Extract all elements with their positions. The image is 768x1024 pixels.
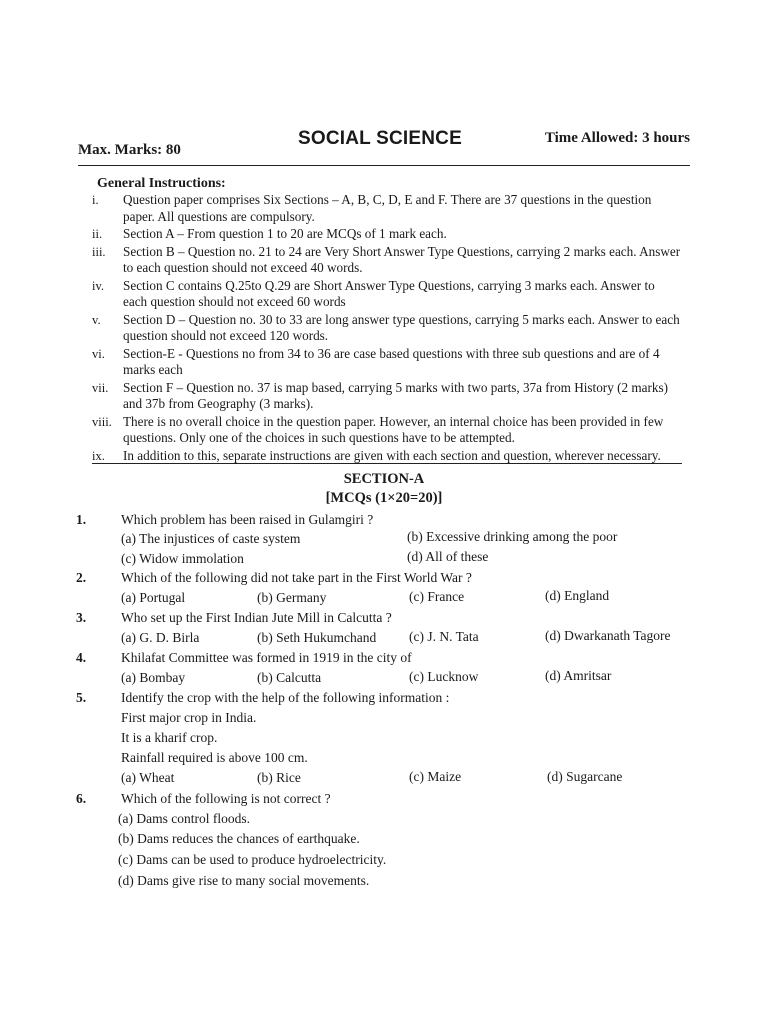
- max-marks: Max. Marks: 80: [78, 142, 181, 158]
- info-line: Rainfall required is above 100 cm.: [121, 750, 308, 765]
- instruction-text: In addition to this, separate instructions are given with each section and question, wherever necessary.: [123, 447, 661, 463]
- instruction-text: There is no overall choice in the question paper. However, an internal choice has been provided in few questions. Only one of the choices in such questions have to be attempted.: [123, 413, 664, 445]
- instruction-item: [92, 278, 682, 311]
- question-text: Which problem has been raised in Gulamgiri ?: [121, 512, 374, 527]
- general-instructions-list: [92, 192, 682, 465]
- option-c: (c) J. N. Tata: [409, 629, 479, 644]
- instruction-number: i.: [92, 193, 99, 207]
- instruction-item: [92, 244, 682, 277]
- instruction-number: vi.: [92, 346, 105, 361]
- header-divider: [78, 165, 690, 166]
- question-number: 3.: [76, 610, 87, 625]
- instruction-item: [92, 448, 682, 465]
- question-number: 6.: [76, 791, 87, 806]
- option-b: (b) Dams reduces the chances of earthquake.: [118, 831, 360, 846]
- option-d: (d) Sugarcane: [547, 769, 623, 784]
- option-b: (b) Germany: [257, 590, 327, 605]
- option-a: (a) The injustices of caste system: [121, 531, 301, 546]
- info-line: It is a kharif crop.: [121, 730, 218, 745]
- option-a: (a) Bombay: [121, 670, 186, 685]
- option-c: (c) Lucknow: [409, 669, 479, 684]
- subject-title: SOCIAL SCIENCE: [298, 128, 462, 149]
- question-text: Who set up the First Indian Jute Mill in Calcutta ?: [121, 610, 392, 625]
- instruction-text: Question paper comprises Six Sections – A, B, C, D, E and F. There are 37 questions in the question paper. All questions are compulsory.: [123, 192, 652, 224]
- instruction-item: [92, 312, 682, 345]
- option-c: (c) Dams can be used to produce hydroelectricity.: [118, 852, 387, 867]
- option-d: (d) Dwarkanath Tagore: [545, 628, 671, 643]
- instruction-text: Section F – Question no. 37 is map based, carrying 5 marks with two parts, 37a from History (2 marks) and 37b from Geography (3 marks).: [123, 379, 668, 411]
- option-b: (b) Calcutta: [257, 670, 322, 685]
- section-title: SECTION-A: [343, 471, 425, 487]
- instruction-text: Section-E - Questions no from 34 to 36 are case based questions with three sub questions and are of 4 marks each: [123, 345, 660, 377]
- option-a: (a) Portugal: [121, 590, 186, 605]
- question-text: Which of the following did not take part in the First World War ?: [121, 570, 472, 585]
- instruction-number: v.: [92, 312, 101, 327]
- option-b: (b) Excessive drinking among the poor: [407, 529, 618, 544]
- option-b: (b) Seth Hukumchand: [257, 630, 377, 645]
- option-c: (c) Widow immolation: [121, 551, 244, 566]
- time-allowed: Time Allowed: 3 hours: [544, 130, 690, 146]
- question-number: 1.: [76, 512, 87, 527]
- instruction-text: Section A – From question 1 to 20 are MCQs of 1 mark each.: [123, 226, 447, 241]
- instruction-number: ii.: [92, 227, 103, 241]
- option-c: (c) Maize: [409, 769, 462, 784]
- instruction-text: Section C contains Q.25to Q.29 are Short Answer Type Questions, carrying 3 marks each. Answer to each question should not exceed 60 words: [123, 277, 655, 309]
- instruction-item: [92, 414, 682, 447]
- option-b: (b) Rice: [257, 770, 301, 785]
- question-text: Khilafat Committee was formed in 1919 in the city of: [121, 650, 412, 665]
- instruction-text: Section D – Question no. 30 to 33 are long answer type questions, carrying 5 marks each. Answer to each question should not exceed 120 words.: [123, 311, 680, 343]
- option-d: (d) Dams give rise to many social movements.: [118, 873, 370, 888]
- instruction-number: iv.: [92, 278, 105, 293]
- option-c: (c) France: [409, 589, 465, 604]
- instruction-number: ix.: [92, 448, 105, 463]
- info-line: First major crop in India.: [121, 710, 257, 725]
- paper-header: [78, 128, 690, 158]
- general-instructions-title: General Instructions:: [97, 176, 226, 191]
- question-text: Which of the following is not correct ?: [121, 791, 331, 806]
- question-number: 4.: [76, 650, 87, 665]
- instruction-item: [92, 192, 682, 225]
- instruction-item: [92, 346, 682, 379]
- option-a: (a) G. D. Birla: [121, 630, 200, 645]
- instruction-number: iii.: [92, 244, 106, 259]
- instruction-text: Section B – Question no. 21 to 24 are Very Short Answer Type Questions, carrying 2 marks each. Answer to each question should not exceed 40 words.: [123, 243, 681, 275]
- instruction-number: viii.: [92, 414, 112, 429]
- option-a: (a) Wheat: [121, 770, 175, 785]
- question-text: Identify the crop with the help of the following information :: [121, 690, 450, 705]
- question-number: 5.: [76, 690, 87, 705]
- option-a: (a) Dams control floods.: [118, 811, 250, 826]
- option-d: (d) Amritsar: [545, 668, 612, 683]
- section-subtitle: [MCQs (1×20=20)]: [325, 490, 443, 506]
- option-d: (d) England: [545, 588, 610, 603]
- question-number: 2.: [76, 570, 87, 585]
- option-d: (d) All of these: [407, 549, 489, 564]
- instructions-divider: [92, 463, 682, 464]
- instruction-item: [92, 226, 682, 243]
- instruction-item: [92, 380, 682, 413]
- instruction-number: vii.: [92, 380, 109, 395]
